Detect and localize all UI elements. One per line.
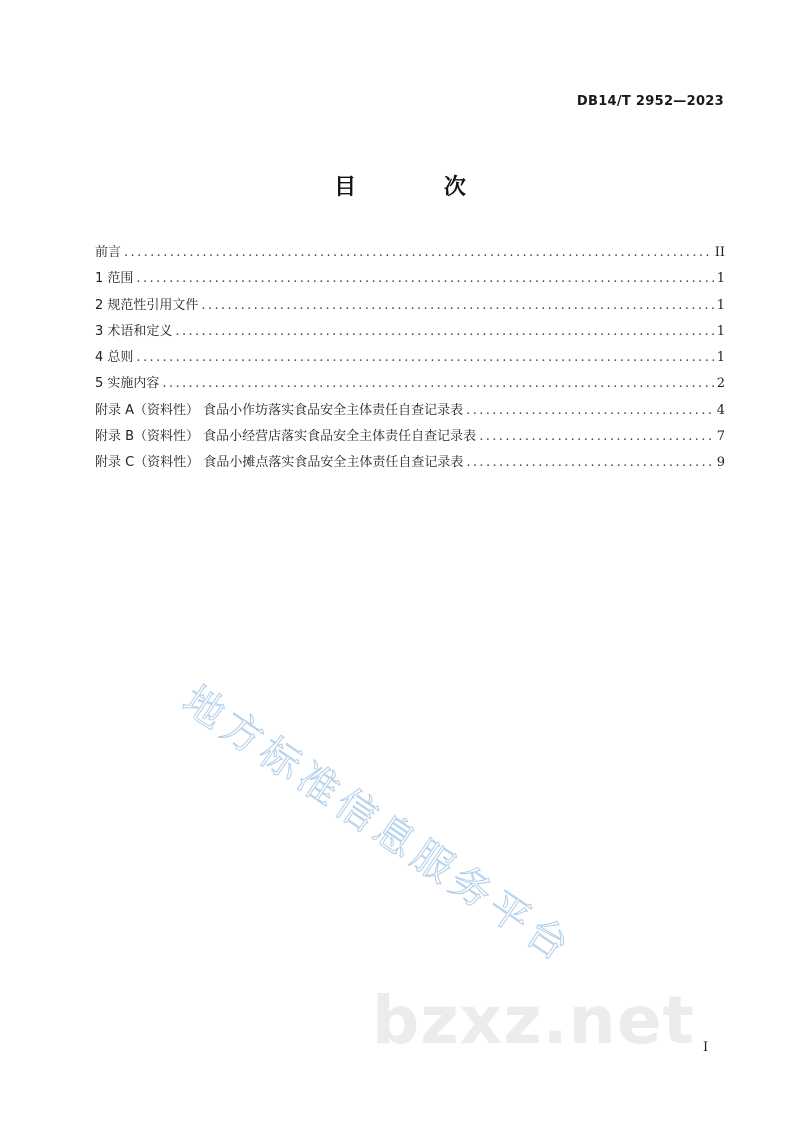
- toc-leader-dots: [466, 450, 713, 476]
- toc-leader-dots: [162, 371, 713, 397]
- toc-entry-label: 3 术语和定义: [95, 323, 173, 339]
- toc-entry-page: 1: [716, 350, 725, 366]
- document-code: DB14/T 2952—2023: [576, 94, 724, 109]
- toc-entry-page: 4: [716, 402, 725, 418]
- toc-entry-appendix-b[interactable]: [95, 424, 725, 450]
- toc-entry-scope[interactable]: [95, 266, 725, 292]
- toc-leader-dots: [136, 266, 713, 292]
- page-title: 目 次: [334, 175, 506, 200]
- toc-entry-general-principles[interactable]: [95, 345, 725, 371]
- toc-leader-dots: [201, 293, 713, 319]
- toc-entry-label: 5 实施内容: [95, 376, 160, 392]
- toc-entry-page: 1: [716, 323, 725, 339]
- toc-leader-dots: [466, 398, 714, 424]
- toc-entry-appendix-a[interactable]: [95, 398, 725, 424]
- toc-leader-dots: [479, 424, 714, 450]
- toc-leader-dots: [136, 345, 713, 371]
- toc-entry-page: 1: [716, 271, 725, 287]
- toc-entry-normative-references[interactable]: [95, 293, 725, 319]
- toc-entry-implementation[interactable]: [95, 371, 725, 397]
- toc-entry-page: 9: [716, 455, 725, 471]
- toc-leader-dots: [124, 240, 712, 266]
- toc-entry-page: 1: [716, 297, 725, 313]
- toc-leader-dots: [175, 319, 713, 345]
- platform-watermark: 地方标准信息服务平台: [174, 677, 582, 973]
- toc-entry-label: 附录 C（资料性） 食品小摊点落实食品安全主体责任自查记录表: [95, 455, 464, 471]
- site-watermark: bzxz.net: [372, 982, 696, 1059]
- toc-entry-label: 附录 A（资料性） 食品小作坊落实食品安全主体责任自查记录表: [95, 402, 464, 418]
- toc-entry-label: 4 总则: [95, 350, 134, 366]
- page-number: I: [703, 1040, 709, 1055]
- toc-entry-label: 前言: [95, 245, 122, 260]
- table-of-contents: [95, 240, 725, 477]
- toc-entry-page: 7: [716, 429, 725, 445]
- toc-entry-label: 附录 B（资料性） 食品小经营店落实食品安全主体责任自查记录表: [95, 429, 477, 445]
- toc-entry-page: 2: [716, 376, 725, 392]
- toc-entry-appendix-c[interactable]: [95, 450, 725, 476]
- toc-entry-page: II: [714, 245, 725, 260]
- toc-entry-foreword[interactable]: [95, 240, 725, 266]
- toc-entry-label: 2 规范性引用文件: [95, 297, 199, 313]
- toc-entry-label: 1 范围: [95, 271, 134, 287]
- toc-entry-terms-definitions[interactable]: [95, 319, 725, 345]
